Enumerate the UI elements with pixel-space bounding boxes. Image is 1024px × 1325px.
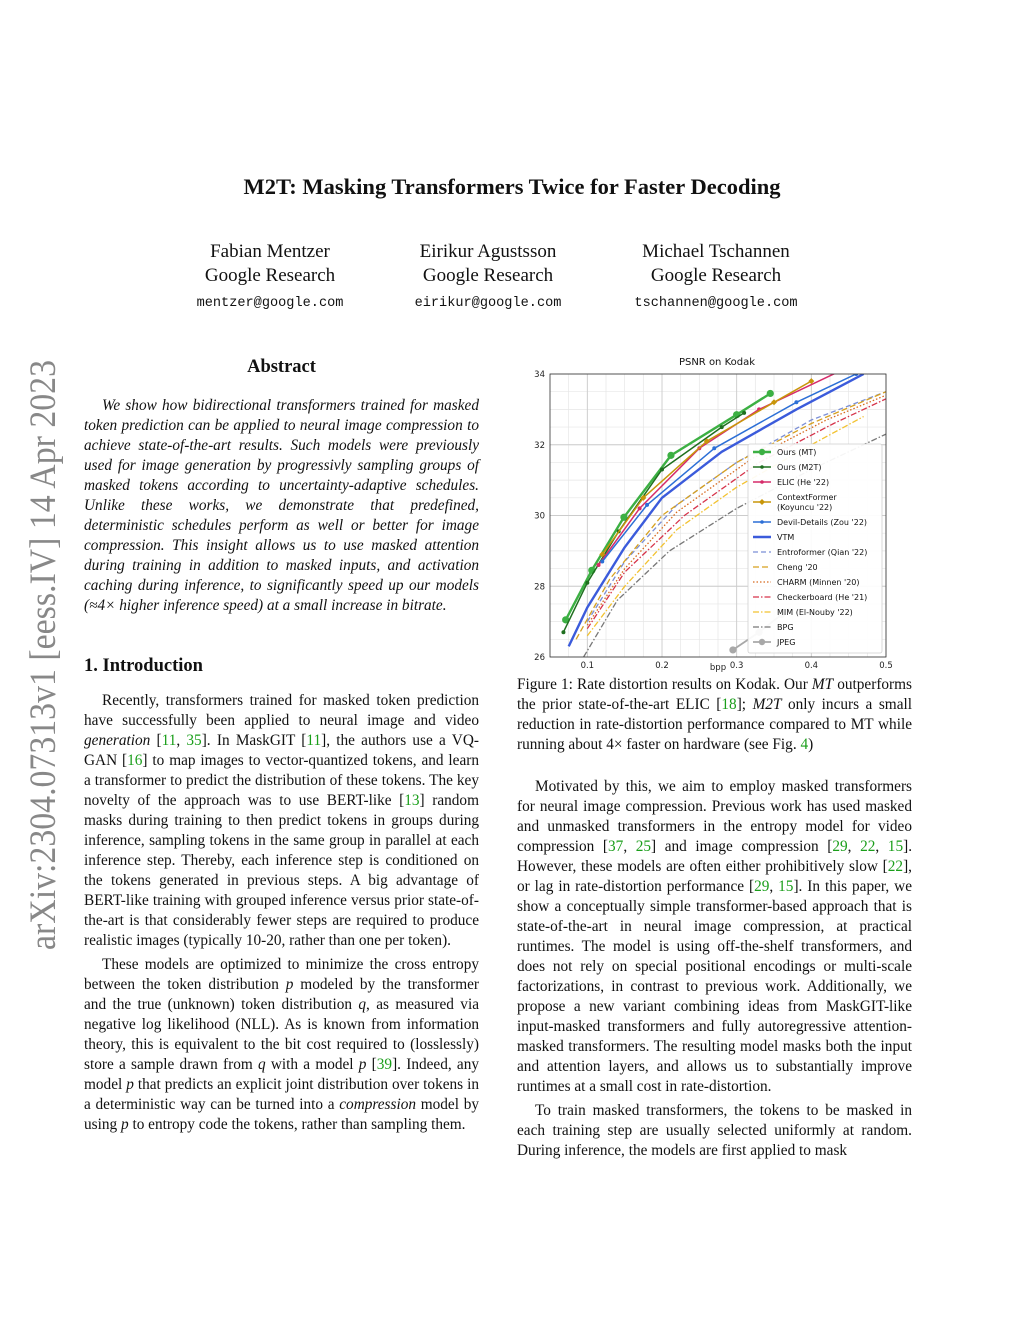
citation-link[interactable]: 37 [608, 838, 624, 855]
legend-label: Entroformer (Qian '22) [777, 548, 868, 557]
legend-label: Checkerboard (He '21) [777, 593, 868, 602]
author-affiliation: Google Research [650, 265, 782, 286]
citation-link[interactable]: 16 [127, 752, 143, 769]
legend-label: VTM [777, 533, 795, 542]
legend-marker [760, 465, 764, 469]
data-point [645, 503, 649, 507]
legend-label: JPEG [777, 638, 796, 647]
y-tick-label: 30 [534, 511, 545, 522]
left-column [84, 352, 479, 1135]
data-point [712, 446, 716, 450]
y-tick-label: 34 [534, 370, 545, 380]
data-point [847, 365, 851, 369]
citation-link[interactable]: 29 [832, 838, 848, 855]
abstract-text: We show how bidirectional transformers trained for masked token prediction can be applied to neural image compression to achieve state-of-the-art results. Such models were previously used for image generation by progressivly sampling groups of masked tokens according to uncertainty-adaptive schedules. Unlike these works, we demonstrate that predefined, deterministic schedules perform as well or better for image compression. This insight allows us to use masked attention during training in addition to masked inputs, and activation caching during inference, to significantly speed up our models (≈4× higher inference speed) at a small increase in bitrate. [84, 397, 479, 614]
right-column [517, 352, 912, 1161]
data-point [729, 646, 736, 653]
x-axis-label: bpp [709, 663, 727, 672]
author-email: mentzer@google.com [196, 296, 344, 311]
citation-link[interactable]: 29 [754, 878, 770, 895]
legend-label: MIM (El-Nouby '22) [777, 608, 853, 617]
citation-link[interactable]: 18 [721, 696, 737, 713]
citation-link[interactable]: 11 [306, 732, 322, 749]
legend-label: Ours (MT) [777, 448, 817, 457]
author-name: Michael Tschannen [642, 241, 790, 262]
series-line [563, 413, 744, 632]
citation-link[interactable]: 11 [161, 732, 177, 749]
data-point [794, 400, 798, 404]
citation-link[interactable]: 13 [404, 792, 420, 809]
legend-label: ContextFormer [777, 493, 837, 502]
legend-label: (Koyuncu '22) [777, 503, 833, 512]
author-3 [596, 240, 836, 311]
x-tick-label: 0.5 [879, 661, 893, 671]
author-affiliation: Google Research [204, 265, 336, 286]
citation-link[interactable]: 22 [860, 838, 876, 855]
author-name: Fabian Mentzer [210, 241, 330, 262]
data-point [742, 411, 746, 415]
data-point [638, 506, 642, 510]
x-tick-label: 0.2 [655, 661, 669, 671]
citation-link[interactable]: 25 [635, 838, 652, 855]
right-paragraph-2: To train masked transformers, the tokens to be masked in each training step are usually selected uniformly at random. During inference, the models are first applied to mask [517, 1102, 912, 1159]
author-name: Eirikur Agustsson [419, 241, 557, 262]
intro-paragraph-2: These models are optimized to minimize the cross entropy between the token distribution p modeled by the transformer and the true (unknown) token distribution q, as measured via negative log likelihood (NLL). As is known from information theory, this is equivalent to the bit cost required to (losslessly) store a sample drawn from q with a model p [39]. Indeed, any model p that predicts an explicit joint distribution over tokens in a deterministic way can be turned into a compression model by using p to entropy code the tokens, rather than sampling them. [84, 956, 479, 1133]
data-point [771, 399, 777, 405]
legend-label: BPG [777, 623, 794, 632]
legend-label: Devil-Details (Zou '22) [777, 518, 868, 527]
legend-label: Ours (M2T) [777, 463, 822, 472]
legend-label: CHARM (Minnen '20) [777, 578, 860, 587]
chart-title: PSNR on Kodak [678, 357, 756, 368]
author-1 [150, 240, 390, 311]
data-point [600, 559, 604, 563]
arxiv-side-identifier [6, 355, 68, 955]
arxiv-id-text: arXiv:2304.07313v1 [eess.IV] 14 Apr 2023 [22, 355, 63, 950]
citation-link[interactable]: 15 [778, 878, 794, 895]
citation-link[interactable]: 35 [186, 732, 202, 749]
psnr-kodak-chart [517, 352, 912, 672]
intro-paragraph-1: Recently, transformers trained for masked token prediction have successfully been applied to neural image and video generation [11, 35]. In MaskGIT [11], the authors use a VQ-GAN [16] to map images to vector-quantized tokens, and learn a transformer to predict the distribution of these tokens. The key novelty of the approach was to use BERT-like [13] random masks during training to then predict tokens in groups during inference, sampling tokens in the same group in parallel at each inference step. Thereby, each inference step is conditioned on the tokens generated in previous steps. A big advantage of BERT-like training with grouped inference versus prior state-of-the-art is that considerably fewer steps are required to produce realistic images (typically 10-20, rather than one per token). [84, 692, 479, 949]
right-paragraph-1: Motivated by this, we aim to employ masked transformers for neural image compression. Previous work has used masked and unmasked transformers in the entropy model for video compression [37, 25] and image compression [29, 22, 15]. However, these models are often either prohibitively slow [22], or lag in rate-distortion performance [29, 15]. In this paper, we show a conceptually simple transformer-based approach that is state-of-the-art in neural image compression, at practical runtimes. The model is using off-the-shelf transformers, and does not rely on special positional encodings or multi-scale factorizations, in contrast to previous work. Additionally, we propose a new variant combining ideas from MaskGIT-like input-masked transformers and fully autoregressive attention-masked transformers. The resulting model masks both the input and attention layers, and allows us to substantially improve runtimes at a small cost in rate-distortion. [517, 778, 913, 1095]
y-tick-label: 32 [534, 440, 545, 451]
figure-1-caption: Figure 1: Rate distortion results on Kodak. Our MT outperforms the prior state-of-the-art ELIC [18]; M2T only incurs a small reduction in rate-distortion performance compared to MT while running about 4× faster on hardware (see Fig. 4) [517, 676, 913, 753]
data-point [597, 563, 601, 567]
citation-link[interactable]: 22 [887, 858, 904, 875]
author-affiliation: Google Research [422, 265, 554, 286]
data-point [667, 452, 674, 459]
author-2 [368, 240, 608, 311]
citation-link[interactable]: 39 [376, 1056, 393, 1073]
author-email: tschannen@google.com [634, 296, 798, 311]
abstract-heading: Abstract [247, 357, 316, 377]
paper-title: M2T: Masking Transformers Twice for Faster Decoding [243, 174, 781, 199]
y-tick-label: 26 [534, 653, 545, 663]
y-tick-label: 28 [534, 582, 545, 593]
author-email: eirikur@google.com [414, 296, 562, 311]
legend-marker [760, 480, 764, 484]
x-tick-label: 0.3 [729, 661, 744, 671]
data-point [767, 390, 774, 397]
legend-label: Cheng '20 [777, 563, 818, 572]
legend-marker [759, 449, 765, 455]
data-point [720, 425, 724, 429]
legend-label: ELIC (He '22) [777, 478, 830, 487]
data-point [561, 630, 565, 634]
x-tick-label: 0.1 [580, 661, 595, 671]
introduction-heading: 1. Introduction [84, 656, 203, 676]
data-point [660, 468, 664, 472]
data-point [585, 581, 589, 585]
legend-marker [759, 639, 765, 645]
legend-marker [760, 520, 764, 524]
x-tick-label: 0.4 [804, 661, 819, 671]
figure-link[interactable]: 4 [800, 736, 809, 753]
citation-link[interactable]: 15 [887, 838, 904, 855]
